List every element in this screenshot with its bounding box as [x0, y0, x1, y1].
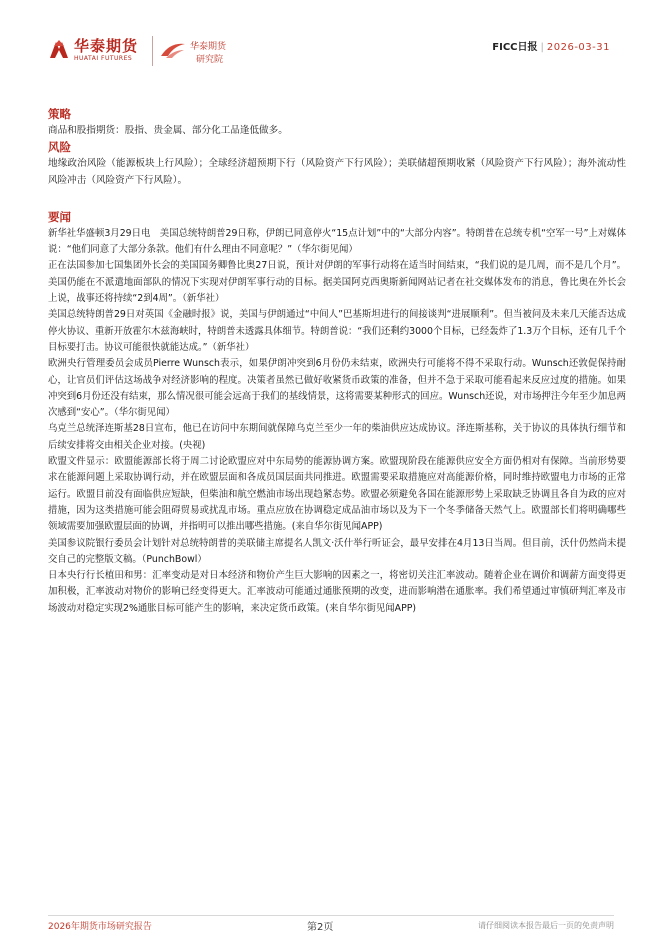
news-item: 欧洲央行管理委员会成员Pierre Wunsch表示，如果伊朗冲突到6月份仍未结束，欧洲央行可能将不得不采取行动。Wunsch还敦促保持耐心，让官员们评估这场战争对经济影响的程度。决策者虽然已做好收紧货币政策的准备，但并不急于采取可能看起来反应过度的措施。如果冲突到6月份还没有结束，那么情况很可能会远高于我们的基线情景，这将需要某种形式的回应。Wunsch还说，对市场押注今年至少加息两次感到“安心”。（华尔街见闻） [48, 358, 626, 419]
risk-heading: 风险 [48, 140, 71, 155]
news-item: 美国参议院银行委员会计划针对总统特朗普的美联储主席提名人凯文·沃什举行听证会，最早安排在4月13日当周。但目前，沃什仍然尚未提交自己的完整版文稿。（PunchBowl） [48, 537, 626, 565]
risk-text: 地缘政治风险（能源板块上行风险）；全球经济超预期下行（风险资产下行风险）；美联储超预期收紧（风险资产下行风险）；海外流动性风险冲击（风险资产下行风险）。 [48, 158, 626, 186]
research-institute-mark-icon [160, 40, 186, 60]
news-item: 美国总统特朗普29日对英国《金融时报》说，美国与伊朗通过“中间人”巴基斯坦进行的间接谈判“进展顺利”。但当被问及未来几天能否达成停火协议、重新开放霍尔木兹海峡时，特朗普未透露具体细节。特朗普说：“我们还剩约3000个目标，已经轰炸了1.3万个目标，还有几千个目标要打击。协议可能很快就能达成。”（新华社） [48, 309, 627, 353]
logo-english-name: HUATAI FUTURES [74, 55, 133, 62]
report-title: FICC日报 [492, 42, 538, 53]
title-separator: | [540, 42, 544, 53]
page-header [0, 0, 662, 80]
strategy-heading: 策略 [48, 107, 71, 121]
footer-report-name: 2026年期货市场研究报告 [48, 922, 152, 932]
news-item: 日本央行行长植田和男：汇率变动是对日本经济和物价产生巨大影响的因素之一，将密切关注汇率波动。随着企业在调价和调薪方面变得更加积极，汇率波动对物价的影响已经变得更大。汇率波动可能通过通胀预期的改变，进而影响潜在通胀率。我们希望通过审慎研判汇率及市场波动对稳定实现2%通胀目标可能产生的影响，来决定货币政策。(来自华尔街见闻APP) [48, 570, 626, 614]
news-item: 欧盟文件显示：欧盟能源部长将于周二讨论欧盟应对中东局势的能源协调方案。欧盟现阶段在能源供应安全方面仍相对有保障。当前形势要求在能源问题上采取协调行动，并在欧盟层面和各成员国层面共同推进。欧盟需要采取措施应对高能源价格，同时维持欧盟电力市场的正常运行。欧盟目前没有面临供应短缺，但柴油和航空燃油市场出现趋紧态势。欧盟必须避免各国在能源形势上采取缺乏协调且各自为政的应对措施，因为这类措施可能会阻碍贸易或扰乱市场。重点应放在协调稳定成品油市场以及为下一个冬季储备天然气上。欧盟部长们将明确哪些领域需要加强欧盟层面的协调，并指明可以推出哪些措施。(来自华尔街见闻APP) [48, 456, 626, 533]
report-tag [492, 38, 610, 53]
research-institute-logo [160, 36, 240, 68]
logo-chinese-name: 华泰期货 [74, 37, 139, 55]
news-item: 新华社华盛顿3月29日电 美国总统特朗普29日称，伊朗已同意停火“15点计划”中的“大部分内容”。特朗普在总统专机“空军一号”上对媒体说：“他们同意了大部分条款。他们有什么理由不同意呢？”（华尔街见闻） [48, 227, 626, 256]
research-logo-line1: 华泰期货 [190, 42, 227, 52]
strategy-text: 商品和股指期货：股指、贵金属、部分化工品逢低做多。 [48, 125, 288, 136]
logo-divider [152, 36, 153, 66]
section-spacer [48, 189, 626, 209]
footer-disclaimer: 请仔细阅读本报告最后一页的免责声明 [478, 921, 614, 930]
news-item: 正在法国参加七国集团外长会的美国国务卿鲁比奥27日说，预计对伊朗的军事行动将在适当时间结束，“我们说的是几周，而不是几个月”。美国仍能在不派遣地面部队的情况下实现对伊朗军事行动的目标。据美国阿克西奥斯新闻网站记者在社交媒体发布的消息，鲁比奥在外长会上说，战事还将持续“2到4周”。（新华社） [48, 260, 626, 305]
news-heading: 要闻 [48, 209, 71, 224]
page-number: 第2页 [307, 922, 334, 933]
huatai-logo-mark-icon [48, 38, 70, 60]
footer-divider [48, 915, 614, 916]
research-logo-line2: 研究院 [196, 55, 224, 65]
huatai-futures-logo [48, 34, 144, 68]
news-item: 乌克兰总统泽连斯基28日宣布，他已在访问中东期间就保障乌克兰至少一年的柴油供应达成协议。泽连斯基称，关于协议的具体执行细节和后续安排将交由相关企业对接。(央视) [48, 423, 626, 451]
report-body [48, 106, 626, 617]
report-date: 2026-03-31 [546, 42, 610, 53]
